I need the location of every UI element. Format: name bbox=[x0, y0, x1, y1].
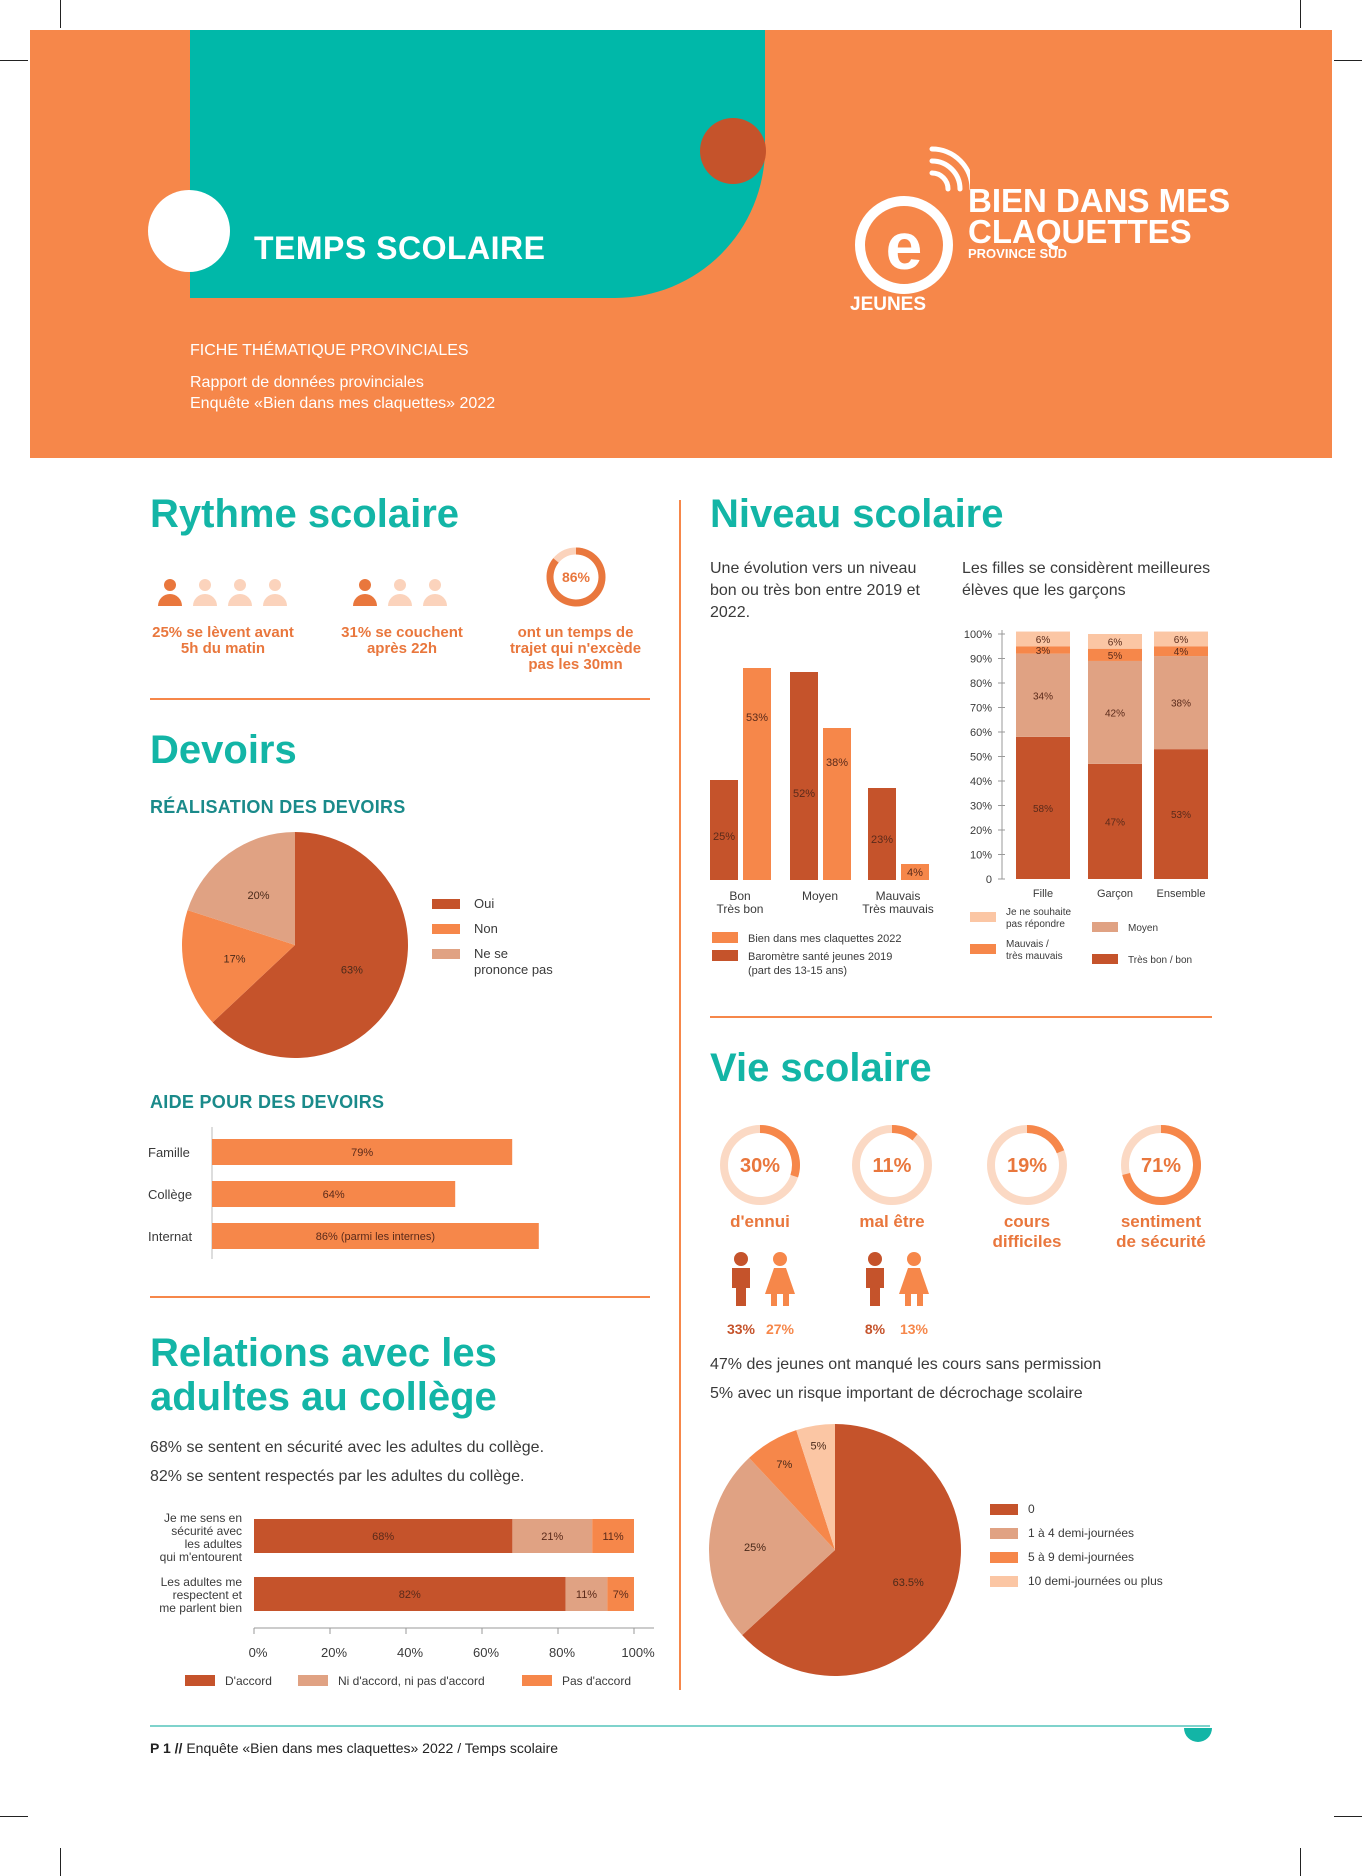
bar-label: 38% bbox=[825, 757, 849, 769]
person-icon bbox=[193, 579, 217, 606]
y-tick-label: 60% bbox=[969, 727, 992, 739]
person-icon bbox=[263, 579, 287, 606]
crop-mark bbox=[0, 60, 28, 61]
bar-label: 86% (parmi les internes) bbox=[315, 1231, 436, 1243]
legend-label: Mauvais / bbox=[1006, 939, 1049, 950]
y-tick-label: 70% bbox=[969, 702, 992, 715]
y-tick-label: 50% bbox=[969, 751, 992, 764]
crop-mark bbox=[60, 0, 61, 28]
vie-text-1: 47% des jeunes ont manqué les cours sans permission bbox=[710, 1356, 1102, 1373]
boy-icon bbox=[732, 1252, 750, 1306]
crop-mark bbox=[1334, 1816, 1362, 1817]
bar-label: 38% bbox=[1170, 698, 1192, 710]
bar-label: 6% bbox=[1035, 634, 1051, 646]
stat-couche: 31% se couchent après 22h bbox=[341, 624, 463, 657]
pie-slice-label: 63% bbox=[340, 964, 363, 977]
legend-label: (part des 13-15 ans) bbox=[748, 965, 848, 977]
bar-label: 58% bbox=[1032, 803, 1054, 815]
logo-e-icon bbox=[850, 145, 970, 295]
brand-logo bbox=[850, 145, 1270, 325]
section-rule bbox=[150, 1296, 650, 1298]
legend-label: Baromètre santé jeunes 2019 bbox=[748, 951, 893, 963]
ennui-girls-value: 27% bbox=[765, 1321, 795, 1337]
bar-chart-niveau-evolution bbox=[700, 630, 950, 985]
x-tick-label: 60% bbox=[472, 1645, 500, 1660]
pie-slice-label: 7% bbox=[776, 1458, 793, 1471]
logo-jeunes: JEUNES bbox=[850, 294, 927, 315]
logo-letter: e bbox=[885, 209, 923, 283]
legend-label: Pas d'accord bbox=[562, 1674, 631, 1688]
legend-swatch bbox=[1092, 922, 1118, 932]
ring-value: 71% bbox=[1140, 1155, 1182, 1177]
pie-slice-label: 20% bbox=[247, 889, 270, 902]
legend-swatch bbox=[970, 912, 996, 922]
relations-text-1: 68% se sentent en sécurité avec les adultes du collège. bbox=[150, 1439, 545, 1456]
category-label: Garçon bbox=[1096, 888, 1134, 900]
person-icon bbox=[423, 579, 447, 606]
pie-slice-label: 5% bbox=[810, 1440, 827, 1453]
stacked-bar-chart-relations bbox=[140, 1505, 680, 1695]
crop-mark bbox=[1300, 0, 1301, 28]
legend-label: 1 à 4 demi-journées bbox=[1028, 1526, 1135, 1540]
ring-value: 11% bbox=[872, 1155, 912, 1177]
boy-icon bbox=[866, 1252, 884, 1306]
stacked-bar-chart-niveau-genre bbox=[950, 620, 1220, 985]
malaise-girls-value: 13% bbox=[899, 1321, 929, 1337]
pie-chart-absences bbox=[700, 1415, 1220, 1685]
footer-page: P 1 // bbox=[150, 1740, 183, 1756]
rapport-line: Enquête «Bien dans mes claquettes» 2022 bbox=[190, 395, 496, 412]
legend-label: Je ne souhaite bbox=[1006, 907, 1072, 918]
y-tick-label: 40% bbox=[969, 776, 992, 788]
legend-swatch bbox=[712, 950, 738, 961]
bar-label: 11% bbox=[575, 1589, 598, 1601]
category-label: Moyen bbox=[801, 889, 839, 903]
white-circle-decoration bbox=[148, 190, 230, 272]
section-title-rythme: Rythme scolaire bbox=[150, 492, 460, 536]
bar-label: 34% bbox=[1032, 691, 1054, 703]
legend-swatch bbox=[990, 1552, 1018, 1563]
malaise-boys-value: 8% bbox=[864, 1321, 886, 1337]
legend-swatch bbox=[990, 1576, 1018, 1587]
x-tick-label: 20% bbox=[320, 1645, 348, 1660]
legend-label: Moyen bbox=[1128, 923, 1159, 934]
ring-label: d'ennui bbox=[730, 1212, 790, 1231]
crop-mark bbox=[60, 1848, 61, 1876]
stat-leve: 25% se lèvent avant 5h du matin bbox=[152, 624, 294, 657]
legend-swatch bbox=[522, 1675, 552, 1686]
rust-circle-decoration bbox=[700, 118, 766, 184]
bar-label: 52% bbox=[792, 787, 816, 800]
bar-label: 6% bbox=[1107, 637, 1123, 649]
relations-text-2: 82% se sentent respectés par les adultes du collège. bbox=[150, 1468, 525, 1485]
category-label: respectent et bbox=[172, 1588, 242, 1602]
rapport-line: Rapport de données provinciales bbox=[190, 374, 424, 391]
ring-value: 86% bbox=[561, 569, 591, 585]
person-icon bbox=[158, 579, 182, 606]
legend-swatch bbox=[1092, 954, 1118, 964]
ring-label: difficiles bbox=[992, 1232, 1062, 1251]
ring-arc bbox=[892, 1129, 915, 1137]
bar-label: 47% bbox=[1104, 817, 1126, 829]
bar-label: 79% bbox=[351, 1147, 374, 1159]
person-icon bbox=[388, 579, 412, 606]
category-label: Très bon bbox=[716, 902, 764, 916]
pie-slice-label: 25% bbox=[744, 1541, 767, 1554]
legend-swatch bbox=[432, 924, 460, 934]
section-rule bbox=[710, 1016, 1212, 1018]
section-title-devoirs: Devoirs bbox=[150, 728, 297, 772]
y-tick-label: 90% bbox=[969, 653, 992, 666]
bar-label: 5% bbox=[1107, 650, 1123, 662]
x-tick-label: 0% bbox=[248, 1645, 268, 1660]
crop-mark bbox=[0, 1816, 28, 1817]
niveau-caption-left: Une évolution vers un niveau bon ou très bon entre 2019 et 2022. bbox=[710, 560, 920, 621]
ring-label: cours bbox=[1003, 1212, 1051, 1231]
y-tick-label: 20% bbox=[969, 825, 992, 837]
girl-icon bbox=[765, 1252, 795, 1306]
x-tick-label: 80% bbox=[548, 1645, 576, 1660]
legend-label: Ni d'accord, ni pas d'accord bbox=[338, 1674, 485, 1688]
legend-label: prononce pas bbox=[474, 962, 553, 977]
legend-swatch bbox=[970, 944, 996, 954]
title-line: adultes au collège bbox=[150, 1375, 497, 1419]
category-label: Internat bbox=[148, 1229, 193, 1244]
category-label: sécurité avec bbox=[171, 1524, 242, 1538]
y-tick-label: 80% bbox=[969, 678, 992, 690]
bar-label: 68% bbox=[372, 1531, 395, 1543]
fiche-label: FICHE THÉMATIQUE PROVINCIALES bbox=[190, 342, 469, 359]
legend-swatch bbox=[298, 1675, 328, 1686]
category-label: Ensemble bbox=[1156, 888, 1206, 900]
bar-label: 42% bbox=[1104, 708, 1126, 720]
logo-title-line: CLAQUETTES bbox=[968, 213, 1192, 250]
legend-label: Ne se bbox=[474, 946, 508, 961]
bar-chart-aide bbox=[140, 1125, 660, 1265]
bar-label: 64% bbox=[322, 1189, 345, 1201]
header-banner bbox=[30, 30, 1332, 458]
crop-mark bbox=[1300, 1848, 1301, 1876]
x-tick-label: 40% bbox=[396, 1645, 424, 1660]
logo-title-line: BIEN DANS MES bbox=[968, 182, 1231, 219]
category-label: qui m'entourent bbox=[159, 1550, 242, 1564]
legend-swatch bbox=[185, 1675, 215, 1686]
bar-label: 53% bbox=[745, 712, 769, 724]
bar bbox=[790, 672, 818, 880]
legend-swatch bbox=[990, 1528, 1018, 1539]
section-title-niveau: Niveau scolaire bbox=[710, 492, 1004, 536]
category-label: Famille bbox=[148, 1145, 190, 1160]
section-title-relations bbox=[150, 1331, 497, 1419]
legend-label: très mauvais bbox=[1006, 951, 1063, 962]
legend-label: Très bon / bon bbox=[1128, 955, 1193, 966]
legend-swatch bbox=[432, 949, 460, 959]
ring-value: 30% bbox=[739, 1155, 781, 1177]
gender-figures bbox=[720, 1250, 980, 1350]
category-label: les adultes bbox=[184, 1537, 242, 1551]
bar-label: 4% bbox=[907, 867, 923, 879]
ring-value: 19% bbox=[1006, 1155, 1048, 1177]
bar bbox=[710, 780, 738, 880]
y-tick-label: 100% bbox=[963, 629, 992, 641]
category-label: Bon bbox=[729, 889, 751, 903]
crop-mark bbox=[1334, 60, 1362, 61]
ring-label: de sécurité bbox=[1116, 1232, 1206, 1251]
legend-label: 0 bbox=[1028, 1502, 1035, 1516]
footer-dot bbox=[1184, 1714, 1212, 1742]
bar-label: 7% bbox=[612, 1589, 629, 1601]
rapport-label bbox=[190, 372, 495, 414]
bar-label: 25% bbox=[712, 831, 736, 843]
legend-label: pas répondre bbox=[1006, 919, 1065, 930]
ring-chart-trajet bbox=[545, 546, 607, 608]
vie-ring-charts bbox=[700, 1115, 1230, 1265]
girl-icon bbox=[899, 1252, 929, 1306]
category-label: Collège bbox=[148, 1187, 193, 1202]
person-icon bbox=[228, 579, 252, 606]
realisation-title: RÉALISATION DES DEVOIRS bbox=[150, 797, 406, 817]
ring-label: mal être bbox=[859, 1212, 925, 1231]
legend-label: 5 à 9 demi-journées bbox=[1028, 1550, 1135, 1564]
section-title-vie: Vie scolaire bbox=[710, 1046, 932, 1090]
page-title: TEMPS SCOLAIRE bbox=[254, 230, 546, 266]
y-tick-label: 30% bbox=[969, 800, 992, 813]
legend-swatch bbox=[712, 932, 738, 943]
niveau-caption-right: Les filles se considèrent meilleures élèves que les garçons bbox=[962, 560, 1211, 599]
bar-label: 4% bbox=[1173, 647, 1189, 659]
legend-swatch bbox=[990, 1504, 1018, 1515]
category-label: Les adultes me bbox=[160, 1575, 242, 1589]
ennui-boys-value: 33% bbox=[726, 1321, 756, 1337]
legend-label: Oui bbox=[474, 896, 495, 911]
legend-swatch bbox=[432, 899, 460, 909]
title-line: Relations avec les bbox=[150, 1331, 497, 1375]
section-rule bbox=[150, 698, 650, 700]
y-tick-label: 0 bbox=[985, 874, 992, 886]
bar-label: 23% bbox=[870, 834, 894, 847]
y-tick-label: 10% bbox=[969, 849, 992, 862]
logo-province: PROVINCE SUD bbox=[968, 246, 1067, 261]
aide-title: AIDE POUR DES DEVOIRS bbox=[150, 1092, 385, 1112]
ring-label: sentiment bbox=[1120, 1212, 1202, 1231]
person-icons bbox=[150, 572, 710, 612]
pie-slice-label: 17% bbox=[223, 953, 246, 966]
bar-label: 11% bbox=[602, 1531, 624, 1543]
person-icon bbox=[353, 579, 377, 606]
bar-label: 6% bbox=[1173, 634, 1189, 646]
category-label: Fille bbox=[1032, 888, 1054, 900]
footer bbox=[150, 1740, 558, 1756]
legend-label: D'accord bbox=[225, 1674, 272, 1688]
legend-label: Non bbox=[474, 921, 498, 936]
bar-label: 3% bbox=[1035, 645, 1051, 657]
category-label: Très mauvais bbox=[862, 902, 934, 916]
bar-label: 21% bbox=[541, 1531, 564, 1543]
footer-text: Enquête «Bien dans mes claquettes» 2022 / Temps scolaire bbox=[182, 1740, 559, 1756]
ring-arc bbox=[1027, 1129, 1060, 1152]
footer-rule bbox=[150, 1725, 1210, 1727]
pie-chart-realisation bbox=[170, 820, 610, 1070]
legend-label: Bien dans mes claquettes 2022 bbox=[748, 933, 902, 945]
pie-slice-label: 63.5% bbox=[892, 1577, 924, 1590]
bar-label: 82% bbox=[398, 1589, 421, 1601]
bar bbox=[743, 668, 771, 880]
category-label: Mauvais bbox=[875, 889, 921, 903]
bar bbox=[823, 728, 851, 880]
stat-trajet: ont un temps de trajet qui n'excède pas les 30mn bbox=[509, 624, 642, 673]
bar-label: 53% bbox=[1170, 810, 1192, 822]
legend-label: 10 demi-journées ou plus bbox=[1028, 1574, 1163, 1588]
logo-title bbox=[968, 182, 1231, 250]
category-label: me parlent bien bbox=[159, 1601, 242, 1615]
x-tick-label: 100% bbox=[621, 1645, 655, 1660]
category-label: Je me sens en bbox=[163, 1511, 242, 1525]
vie-text-2: 5% avec un risque important de décrochage scolaire bbox=[710, 1385, 1083, 1402]
